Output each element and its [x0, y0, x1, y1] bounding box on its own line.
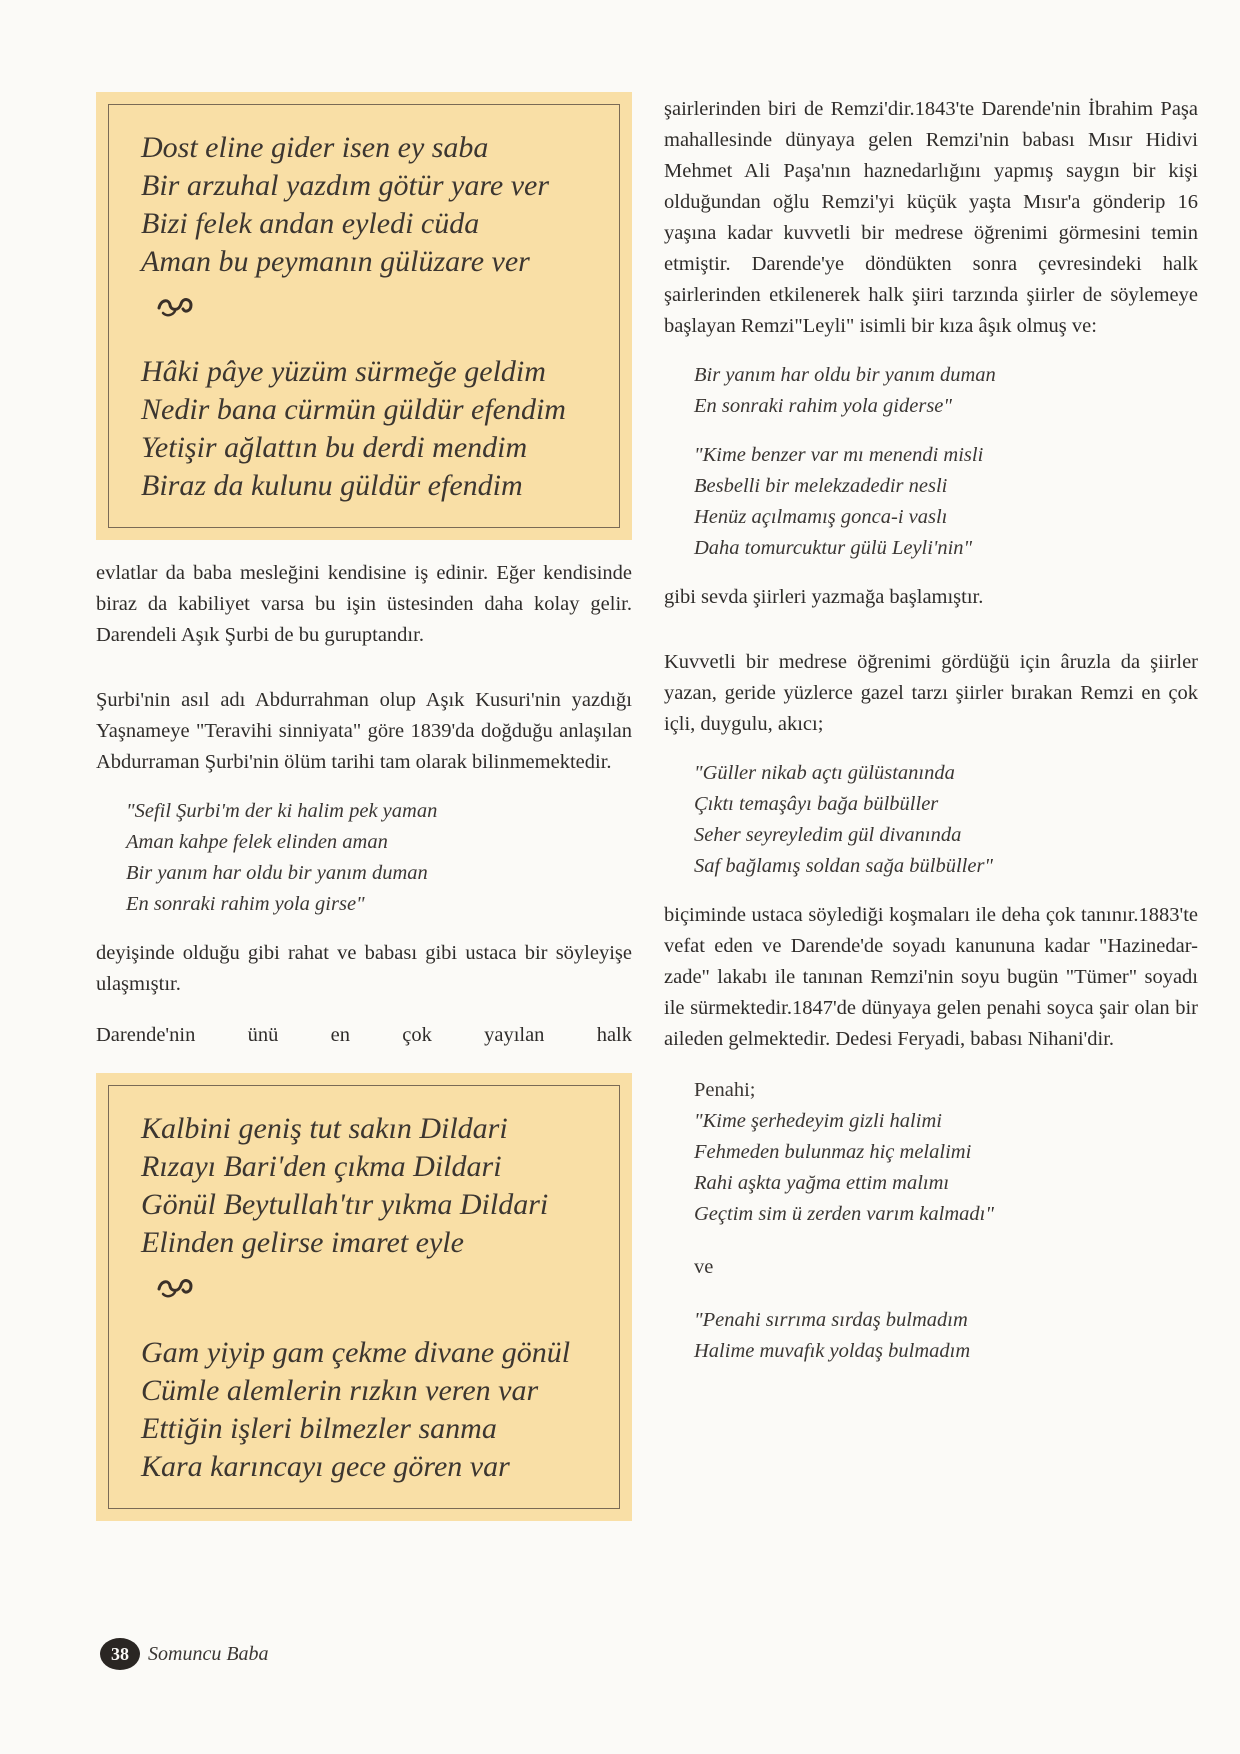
page-number-badge: 38 — [100, 1638, 140, 1670]
paragraph: biçiminde ustaca söylediği koşmaları ile deha çok tanınır.1883'te vefat eden ve Darende'de soyadı kanununa kadar "Hazinedar-zade" lakabı ile tanınan Remzi'nin soyu bugün "Tümer" soyadı ile sürmektedir.1847'de dünyaya gelen penahi soyca şair olan bir aileden gelmektedir. Dedesi Feryadi, babası Nihani'dir. — [664, 904, 1198, 1050]
poem-line: Cümle alemlerin rızkın veren var — [141, 1374, 539, 1407]
swirl-ornament-icon — [155, 1272, 599, 1310]
penahi-label: Penahi; — [694, 1079, 756, 1101]
verse-line: "Sefil Şurbi'm der ki halim pek yaman — [126, 800, 438, 822]
paragraph: Darende'nin ünü en çok yayılan halk — [96, 1024, 632, 1046]
verse-line: Çıktı temaşâyı bağa bülbüller — [694, 793, 939, 815]
poem-line: Elinden gelirse imaret eyle — [141, 1226, 464, 1259]
poem-line: Rızayı Bari'den çıkma Dildari — [141, 1150, 502, 1183]
quoted-verse — [694, 1106, 1198, 1230]
verse-line: "Penahi sırrıma sırdaş bulmadım — [694, 1309, 968, 1331]
swirl-ornament-icon-svg — [155, 293, 195, 319]
poem-line: Yetişir ağlattın bu derdi mendim — [141, 431, 528, 464]
verse-line: Bir yanım har oldu bir yanım duman — [126, 862, 428, 884]
verse-line: "Güller nikab açtı gülüstanında — [694, 762, 955, 784]
poem-line: Dost eline gider isen ey saba — [141, 131, 489, 164]
verse-line: Aman kahpe felek elinden aman — [126, 831, 388, 853]
swirl-ornament-icon-svg — [155, 1274, 195, 1300]
paragraph: Şurbi'nin asıl adı Abdurrahman olup Aşık Kusuri'nin yazdığı Yaşnameye "Teravihi sinniyata" göre 1839'da doğduğu anlaşılan Abdurraman Şurbi'nin ölüm tarihi tam olarak bilinmemektedir. — [96, 689, 632, 773]
poem-stanza — [141, 1110, 599, 1262]
poem-line: Hâki pâye yüzüm sürmeğe geldim — [141, 355, 546, 388]
quoted-verse — [694, 1305, 1198, 1367]
verse-line: Bir yanım har oldu bir yanım duman — [694, 364, 996, 386]
poem-line: Aman bu peymanın gülüzare ver — [141, 245, 530, 278]
verse-line: Halime muvafık yoldaş bulmadım — [694, 1340, 971, 1362]
poem-line: Ettiğin işleri bilmezler sanma — [141, 1412, 497, 1445]
verse-line: En sonraki rahim yola giderse" — [694, 395, 953, 417]
swirl-ornament-icon — [155, 291, 599, 329]
right-column — [664, 94, 1198, 1385]
paragraph: gibi sevda şiirleri yazmağa başlamıştır. — [664, 586, 984, 608]
verse-line: Daha tomurcuktur gülü Leyli'nin" — [694, 537, 973, 559]
verse-line: En sonraki rahim yola girse" — [126, 893, 365, 915]
paragraph: şairlerinden biri de Remzi'dir.1843'te Darende'nin İbrahim Paşa mahallesinde dünyaya gelen Remzi'nin babası Mısır Hidivi Mehmet Ali Paşa'nın haznedarlığını yapmış saygın bir kişi olduğundan oğlu Remzi'yi küçük yaşta Mısır'a gönderip 16 yaşına kadar kuvvetli bir medrese öğrenimi görmesini temin etmiştir. Darende'ye döndükten sonra çevresindeki halk şairlerinden etkilenerek halk şiiri tarzında şiirler de söylemeye başlayan Remzi"Leyli" isimli bir kıza âşık olmuş ve: — [664, 98, 1198, 337]
poem-line: Kalbini geniş tut sakın Dildari — [141, 1112, 508, 1145]
quoted-verse — [694, 440, 1198, 564]
poem-line: Kara karıncayı gece gören var — [141, 1450, 510, 1483]
ve-label: ve — [694, 1256, 714, 1278]
verse-line: Saf bağlamış soldan sağa bülbüller" — [694, 855, 994, 877]
poem-box-bottom — [96, 1073, 632, 1521]
quoted-verse — [694, 758, 1198, 882]
paragraph: evlatlar da baba mesleğini kendisine iş edinir. Eğer kendisinde biraz da kabiliyet varsa bu işin üstesinden daha kolay gelir. Darendeli Aşık Şurbi de bu guruptandır. — [96, 562, 632, 646]
poem-box-bottom-frame — [108, 1085, 620, 1509]
verse-line: Henüz açılmamış gonca-i vaslı — [694, 506, 948, 528]
poem-stanza — [141, 129, 599, 281]
poem-line: Bir arzuhal yazdım götür yare ver — [141, 169, 550, 202]
poem-line: Gönül Beytullah'tır yıkma Dildari — [141, 1188, 549, 1221]
quoted-verse — [126, 796, 632, 920]
left-column — [96, 92, 632, 1521]
verse-line: "Kime şerhedeyim gizli halimi — [694, 1110, 942, 1132]
poem-line: Biraz da kulunu güldür efendim — [141, 469, 523, 502]
verse-line: Geçtim sim ü zerden varım kalmadı" — [694, 1203, 994, 1225]
page-footer — [100, 1636, 269, 1672]
magazine-name: Somuncu Baba — [148, 1642, 269, 1665]
poem-line: Nedir bana cürmün güldür efendim — [141, 393, 566, 426]
poem-stanza — [141, 353, 599, 505]
poem-box-top — [96, 92, 632, 540]
verse-line: Fehmeden bulunmaz hiç melalimi — [694, 1141, 972, 1163]
verse-line: Rahi aşkta yağma ettim malımı — [694, 1172, 950, 1194]
verse-line: "Kime benzer var mı menendi misli — [694, 444, 984, 466]
quoted-verse — [694, 360, 1198, 422]
poem-box-top-frame — [108, 104, 620, 528]
poem-line: Gam yiyip gam çekme divane gönül — [141, 1336, 571, 1369]
verse-line: Seher seyreyledim gül divanında — [694, 824, 962, 846]
verse-line: Besbelli bir melekzadedir nesli — [694, 475, 948, 497]
paragraph: deyişinde olduğu gibi rahat ve babası gibi ustaca bir söyleyişe ulaşmıştır. — [96, 942, 632, 995]
poem-line: Bizi felek andan eyledi cüda — [141, 207, 480, 240]
paragraph: Kuvvetli bir medrese öğrenimi gördüğü için âruzla da şiirler yazan, geride yüzlerce gazel tarzı şiirler bırakan Remzi en çok içli, duygulu, akıcı; — [664, 651, 1198, 735]
poem-stanza — [141, 1334, 599, 1486]
